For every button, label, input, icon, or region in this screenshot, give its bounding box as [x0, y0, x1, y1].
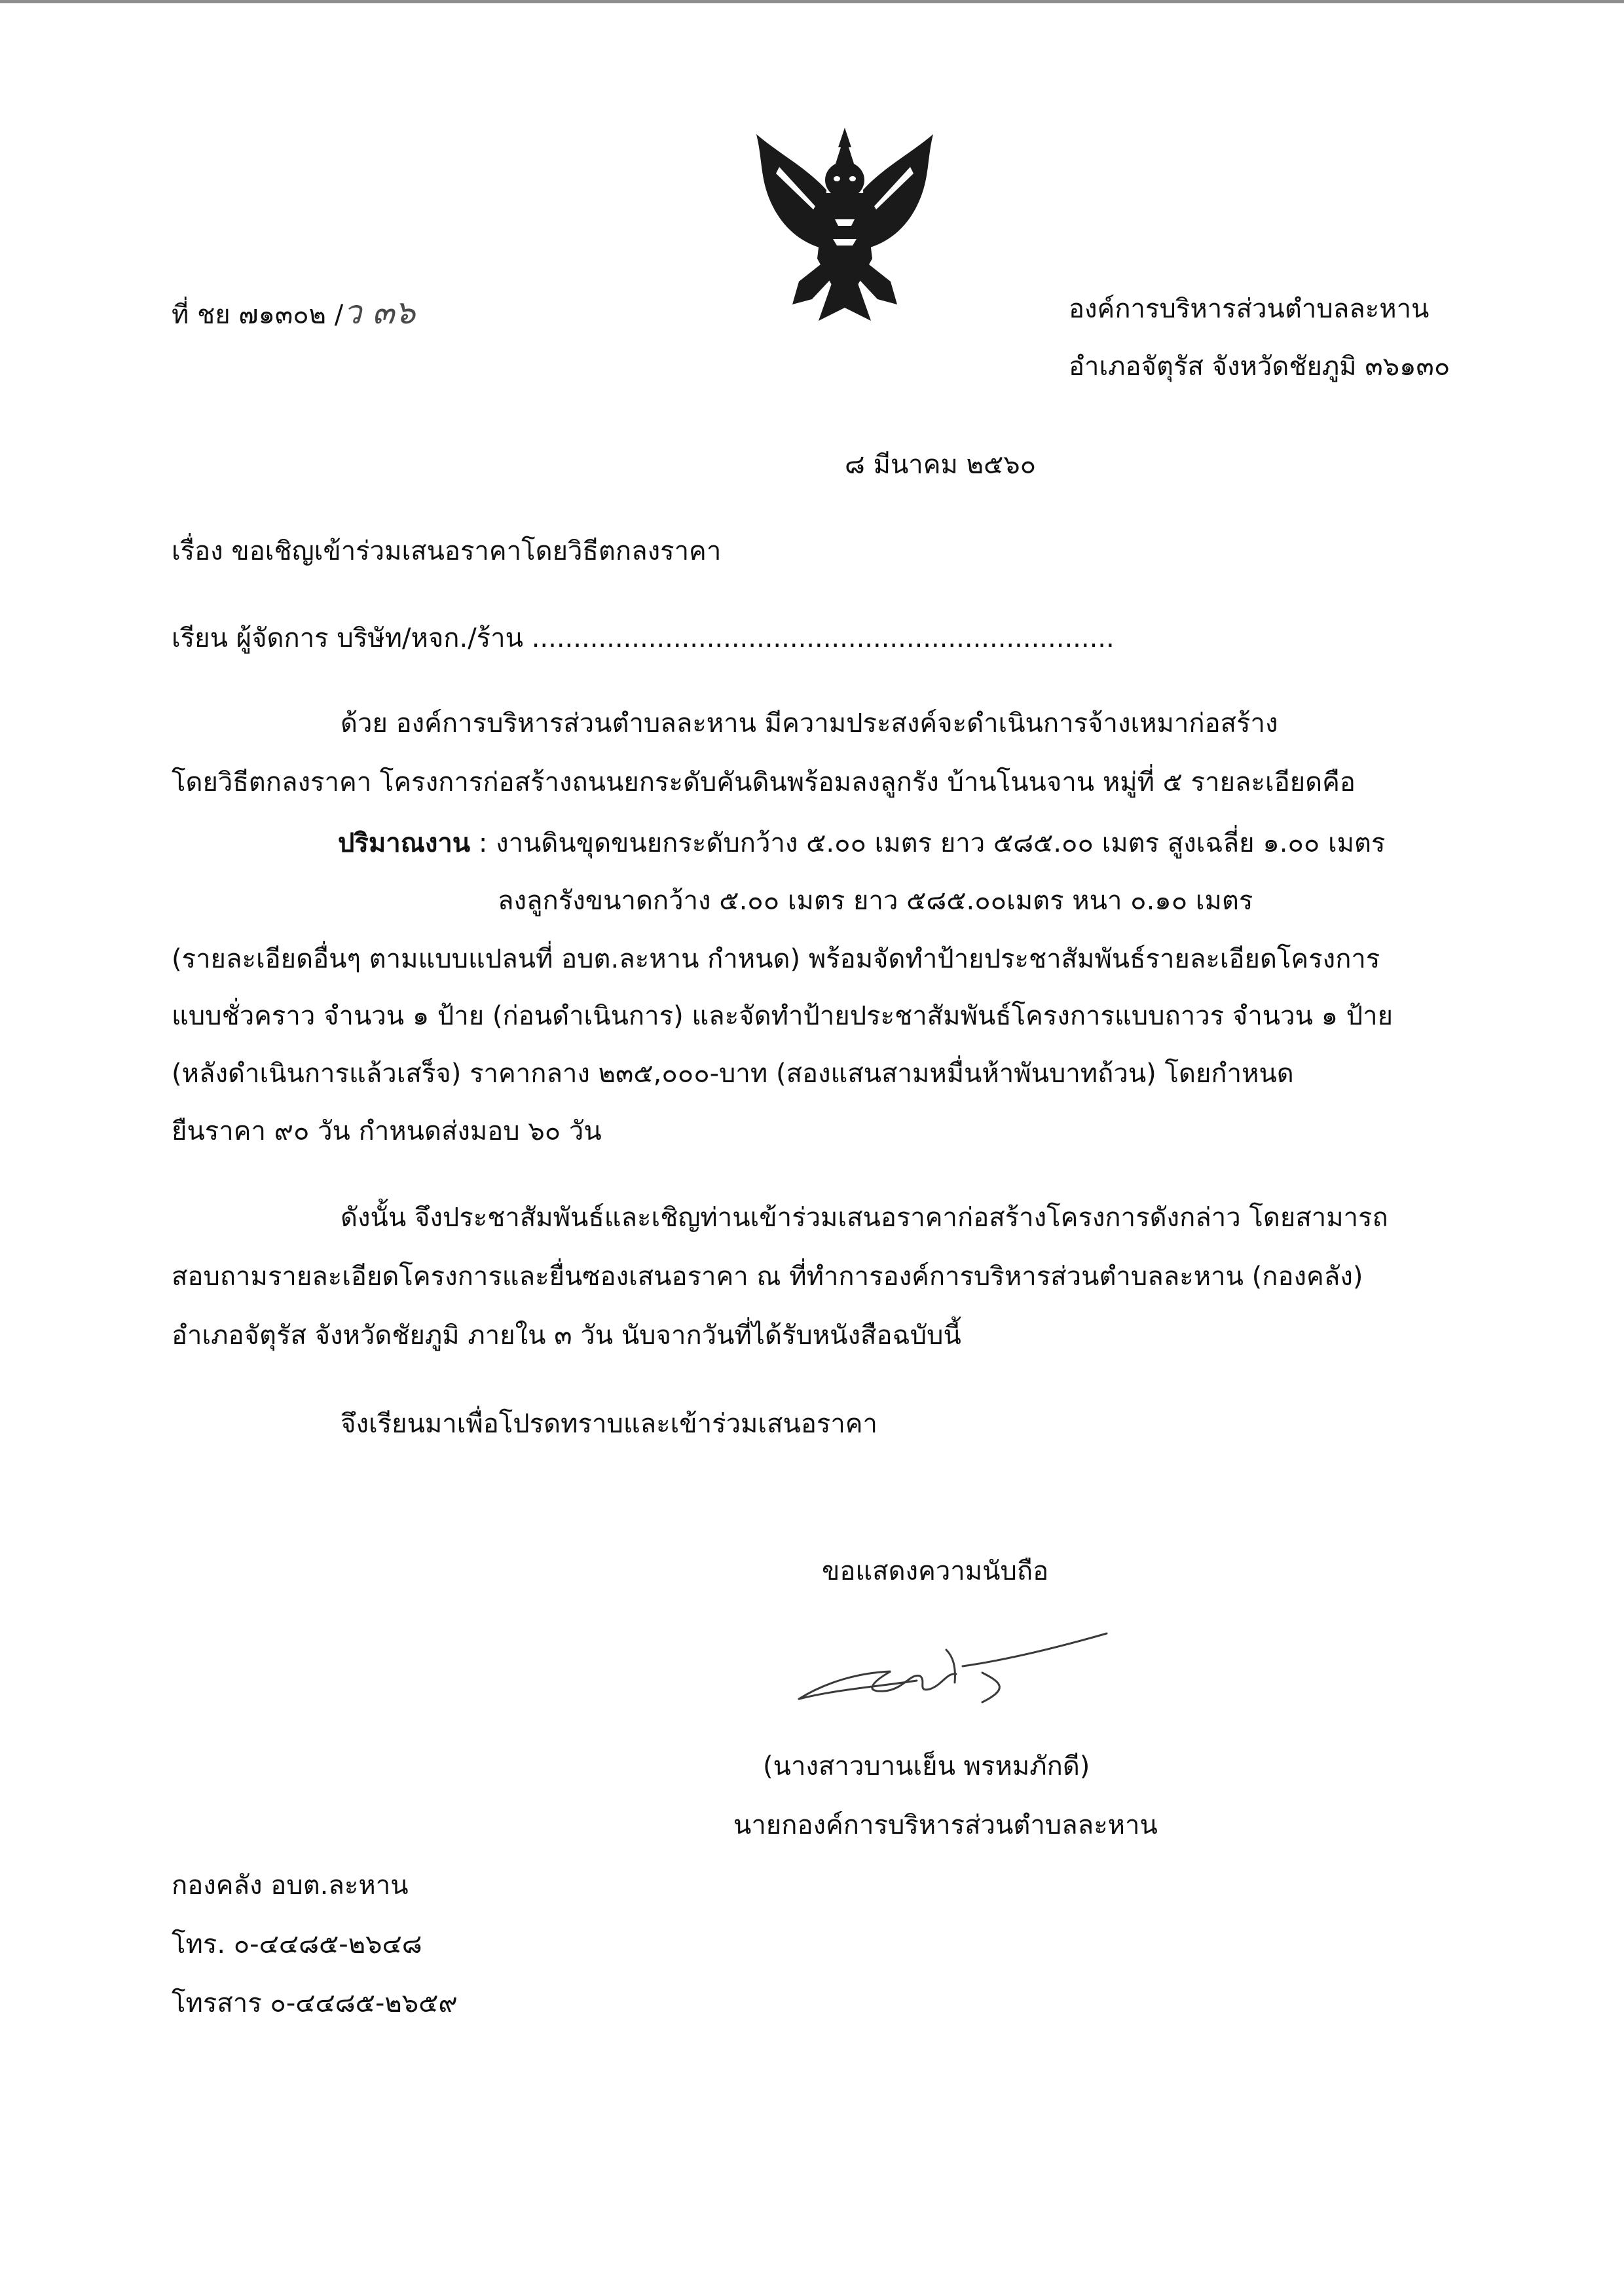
body-paragraph-2-line-4: ยืนราคา ๙๐ วัน กำหนดส่งมอบ ๖๐ วัน [172, 1116, 602, 1146]
signer-title: นายกองค์การบริหารส่วนตำบลละหาน [733, 1810, 1158, 1840]
letter-date: ๘ มีนาคม ๒๕๖๐ [845, 450, 1037, 480]
body-paragraph-3-line-3: อำเภอจัตุรัส จังหวัดชัยภูมิ ภายใน ๓ วัน นับจากวันที่ได้รับหนังสือฉบับนี้ [172, 1321, 961, 1351]
subject-line: เรื่อง ขอเชิญเข้าร่วมเสนอราคาโดยวิธีตกลงราคา [172, 536, 722, 566]
body-paragraph-2-line-3: (หลังดำเนินการแล้วเสร็จ) ราคากลาง ๒๓๕,๐๐๐-บาท (สองแสนสามหมื่นห้าพันบาทถ้วน) โดยกำหนด [172, 1059, 1294, 1089]
body-paragraph-1-line-2: โดยวิธีตกลงราคา โครงการก่อสร้างถนนยกระดับคันดินพร้อมลงลูกรัง บ้านโนนจาน หมู่ที่ ๕ รายละเอียดคือ [172, 767, 1356, 797]
body-paragraph-3-line-2: สอบถามรายละเอียดโครงการและยื่นซองเสนอราคา ณ ที่ทำการองค์การบริหารส่วนตำบลละหาน (กองคลัง) [172, 1262, 1363, 1292]
body-paragraph-4: จึงเรียนมาเพื่อโปรดทราบและเข้าร่วมเสนอราคา [341, 1409, 878, 1439]
issuer-org: องค์การบริหารส่วนตำบลละหาน [1069, 294, 1430, 324]
footer-telephone: โทร. ๐-๔๔๘๕-๒๖๔๘ [172, 1929, 422, 1959]
body-paragraph-2-line-1: (รายละเอียดอื่นๆ ตามแบบแปลนที่ อบต.ละหาน กำหนด) พร้อมจัดทำป้ายประชาสัมพันธ์รายละเอียดโครงการ [172, 944, 1380, 974]
closing-phrase: ขอแสดงความนับถือ [822, 1556, 1049, 1586]
scan-top-edge [0, 0, 1624, 3]
garuda-emblem-icon [753, 128, 936, 324]
reference-number [172, 293, 416, 331]
body-paragraph-2-line-2: แบบชั่วคราว จำนวน ๑ ป้าย (ก่อนดำเนินการ) และจัดทำป้ายประชาสัมพันธ์โครงการแบบถาวร จำนวน ๑ ป้าย [172, 1001, 1393, 1031]
quantity-line-1 [338, 830, 1385, 856]
signature-mark [786, 1620, 1113, 1712]
quantity-detail-1: : งานดินขุดขนยกระดับกว้าง ๕.๐๐ เมตร ยาว ๕๘๕.๐๐ เมตร สูงเฉลี่ย ๑.๐๐ เมตร [470, 828, 1386, 858]
footer-department: กองคลัง อบต.ละหาน [172, 1870, 409, 1901]
quantity-label: ปริมาณงาน [338, 828, 471, 858]
body-paragraph-1-line-1: ด้วย องค์การบริหารส่วนตำบลละหาน มีความประสงค์จะดำเนินการจ้างเหมาก่อสร้าง [341, 708, 1278, 738]
handwritten-number: ว ๓๖ [343, 293, 416, 331]
body-paragraph-3-line-1: ดังนั้น จึงประชาสัมพันธ์และเชิญท่านเข้าร่วมเสนอราคาก่อสร้างโครงการดังกล่าว โดยสามารถ [341, 1203, 1388, 1233]
reference-prefix: ที่ ชย ๗๑๓๐๒ / [172, 300, 344, 330]
issuer-address: อำเภอจัตุรัส จังหวัดชัยภูมิ ๓๖๑๓๐ [1069, 352, 1450, 382]
quantity-line-2: ลงลูกรังขนาดกว้าง ๕.๐๐ เมตร ยาว ๕๘๕.๐๐เมตร หนา ๐.๑๐ เมตร [498, 886, 1253, 916]
recipient-line: เรียน ผู้จัดการ บริษัท/หจก./ร้าน ...................................................................... [172, 623, 1115, 653]
signer-name: (นางสาวบานเย็น พรหมภักดี) [763, 1751, 1090, 1781]
footer-fax: โทรสาร ๐-๔๔๘๕-๒๖๕๙ [172, 1988, 458, 2018]
